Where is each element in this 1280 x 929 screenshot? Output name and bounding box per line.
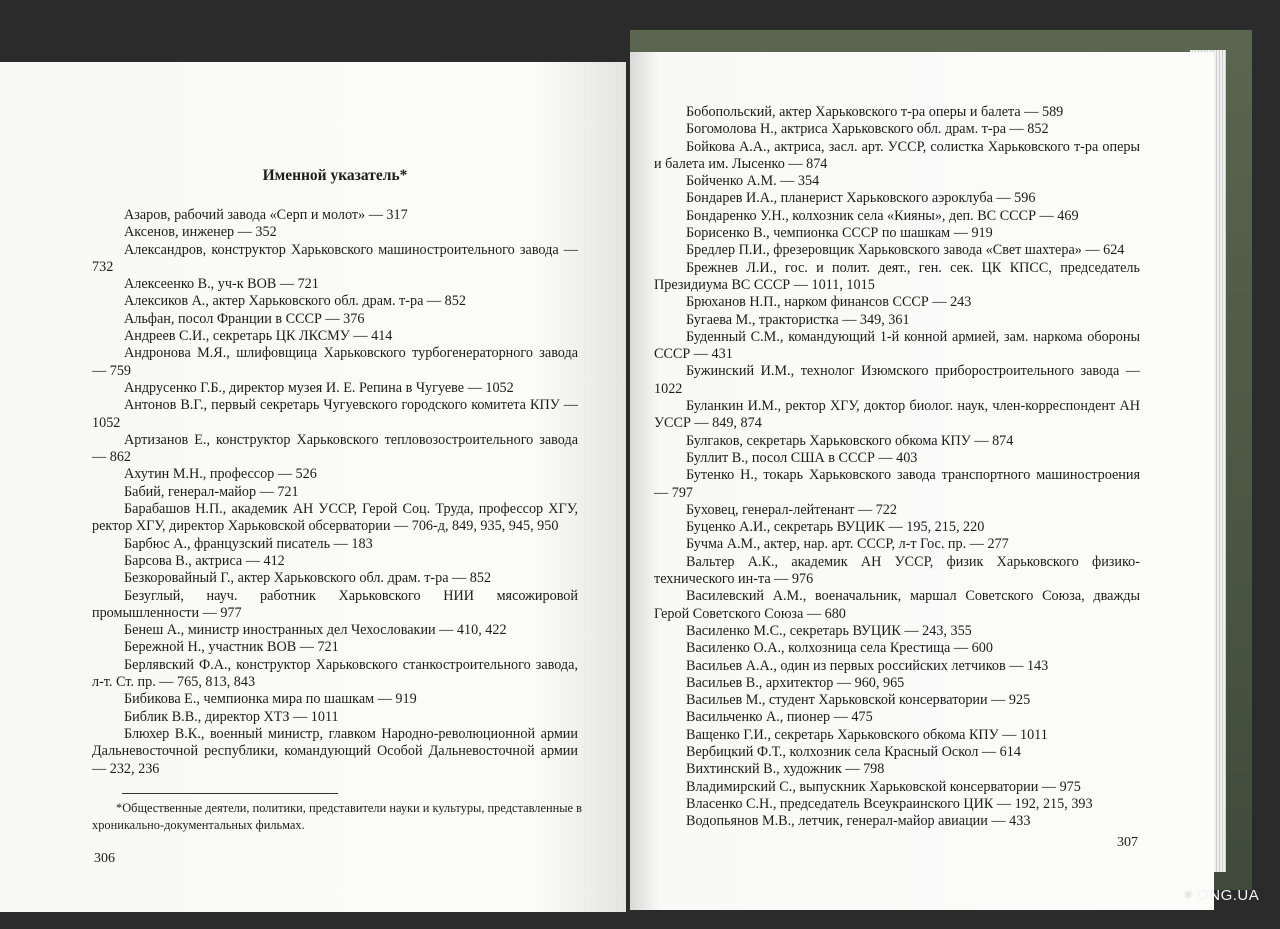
index-entry: Богомолова Н., актриса Харьковского обл. драм. т-ра — 852 — [686, 121, 1049, 138]
index-entry: Бондарев И.А., планерист Харьковского аэроклуба — 596 — [686, 190, 1036, 207]
index-entry: Вербицкий Ф.Т., колхозник села Красный Оскол — 614 — [686, 743, 1021, 760]
index-entry: Бойкова А.А., актриса, засл. арт. УССР, солистка Харьковского т-ра оперы и балета им. Лысенко — 874 — [654, 138, 1140, 172]
index-entry: Антонов В.Г., первый секретарь Чугуевского городского комитета КПУ — 1052 — [92, 397, 578, 431]
index-entry: Васильев А.А., один из первых российских летчиков — 143 — [686, 657, 1049, 674]
index-entry: Ахутин М.Н., профессор — 526 — [124, 466, 317, 483]
index-entry: Вальтер А.К., академик АН УССР, физик Харьковского физико-технического ин-та — 976 — [654, 553, 1140, 588]
index-entry: Бутенко Н., токарь Харьковского завода транспортного машиностроения — 797 — [654, 467, 1140, 501]
index-entry: Борисенко В., чемпионка СССР по шашкам — 919 — [686, 225, 993, 242]
index-entry: Андрусенко Г.Б., директор музея И. Е. Репина в Чугуеве — 1052 — [124, 379, 514, 396]
index-entry: Водопьянов М.В., летчик, генерал-майор авиации — 433 — [686, 813, 1031, 830]
page-number-right: 307 — [1117, 835, 1138, 850]
index-entry: Бабий, генерал-майор — 721 — [124, 483, 299, 500]
footnote-rule — [122, 793, 338, 794]
index-entry: Артизанов Е., конструктор Харьковского тепловозостроительного завода — 862 — [92, 431, 578, 466]
index-entry: Бенеш А., министр иностранных дел Чехословакии — 410, 422 — [124, 622, 507, 639]
index-entry: Аксенов, инженер — 352 — [124, 224, 277, 241]
index-entry: Бережной Н., участник ВОВ — 721 — [124, 639, 339, 656]
index-entry: Алексеенко В., уч-к ВОВ — 721 — [124, 276, 319, 293]
index-heading: Именной указатель* — [262, 167, 408, 184]
index-entry: Андронова М.Я., шлифовщица Харьковского турбогенераторного завода — 759 — [92, 345, 578, 379]
index-entry: Буллит В., посол США в СССР — 403 — [686, 449, 918, 466]
index-entry: Василевский А.М., военачальник, маршал Советского Союза, дважды Герой Советского Союза — 680 — [654, 588, 1140, 622]
index-entry: Ващенко Г.И., секретарь Харьковского обкома КПУ — 1011 — [686, 726, 1048, 743]
page-number-left: 306 — [94, 851, 115, 866]
index-entry: Александров, конструктор Харьковского машиностроительного завода — 732 — [92, 241, 578, 275]
index-entry: Алексиков А., актер Харьковского обл. драм. т-ра — 852 — [124, 293, 466, 310]
index-entry: Васильченко А., пионер — 475 — [686, 709, 873, 726]
index-entry: Барабашов Н.П., академик АН УССР, Герой Соц. Труда, профессор ХГУ, ректор ХГУ, директор Харьковской обсерватории — 706-д, 849, 935, 945, 950 — [92, 501, 578, 535]
index-entry: Бобопольский, актер Харьковского т-ра оперы и балета — 589 — [686, 104, 1064, 120]
index-entry: Бредлер П.И., фрезеровщик Харьковского завода «Свет шахтера» — 624 — [686, 242, 1125, 259]
index-entry: Бойченко А.М. — 354 — [686, 173, 820, 190]
index-entry: Альфан, посол Франции в СССР — 376 — [124, 310, 365, 327]
index-entry: Васильев М., студент Харьковской консерватории — 925 — [686, 692, 1031, 709]
index-entry: Буланкин И.М., ректор ХГУ, доктор биолог. наук, член-корреспондент АН УССР — 849, 874 — [654, 398, 1140, 432]
index-entry: Владимирский С., выпускник Харьковской консерватории — 975 — [686, 778, 1081, 795]
index-entry: Бибикова Е., чемпионка мира по шашкам — 919 — [124, 691, 417, 708]
index-entry: Василенко М.С., секретарь ВУЦИК — 243, 355 — [686, 622, 972, 639]
index-entry: Василенко О.А., колхозница села Крестища — 600 — [686, 640, 993, 657]
index-entry: Буценко А.И., секретарь ВУЦИК — 195, 215, 220 — [686, 519, 985, 536]
right-index-column — [654, 104, 1140, 830]
left-index-column — [92, 207, 578, 778]
index-entry: Безуглый, науч. работник Харьковского НИИ мясожировой промышленности — 977 — [92, 587, 578, 621]
index-entry: Буденный С.М., командующий 1-й конной армией, зам. наркома обороны СССР — 431 — [654, 328, 1140, 363]
index-entry: Безкоровайный Г., актер Харьковского обл. драм. т-ра — 852 — [124, 570, 492, 587]
index-entry: Берлявский Ф.А., конструктор Харьковского станкостроительного завода, л-т. Ст. пр. — 765, 813, 843 — [92, 656, 578, 691]
watermark: ✷ ONG.UA — [1182, 887, 1260, 904]
index-entry: Булгаков, секретарь Харьковского обкома КПУ — 874 — [686, 432, 1014, 449]
index-entry: Брежнев Л.И., гос. и полит. деят., ген. сек. ЦК КПСС, председатель Президиума ВС СССР — 1011, 1015 — [654, 259, 1140, 293]
index-entry: Буховец, генерал-лейтенант — 722 — [686, 501, 897, 518]
footnote: *Общественные деятели, политики, представители науки и культуры, представленные в хроникально-документальных фильмах. — [92, 801, 582, 832]
index-entry: Вихтинский В., художник — 798 — [686, 761, 885, 778]
index-entry: Бондаренко У.Н., колхозник села «Кияны», деп. ВС СССР — 469 — [686, 207, 1079, 224]
index-entry: Бужинский И.М., технолог Изюмского приборостроительного завода — 1022 — [654, 363, 1140, 397]
index-entry: Брюханов Н.П., нарком финансов СССР — 243 — [686, 294, 972, 311]
watermark-icon: ✷ — [1182, 887, 1196, 904]
index-entry: Бугаева М., трактористка — 349, 361 — [686, 311, 910, 328]
index-entry: Азаров, рабочий завода «Серп и молот» — 317 — [124, 207, 408, 223]
index-entry: Барбюс А., французский писатель — 183 — [124, 535, 373, 552]
index-entry: Барсова В., актриса — 412 — [124, 552, 285, 569]
index-entry: Васильев В., архитектор — 960, 965 — [686, 674, 905, 691]
index-entry: Бучма А.М., актер, нар. арт. СССР, л-т Гос. пр. — 277 — [686, 536, 1009, 553]
index-entry: Блюхер В.К., военный министр, главком Народно-революционной армии Дальневосточной республики, командующий Особой Дальневосточной армии — 232, 236 — [92, 725, 578, 777]
index-entry: Андреев С.И., секретарь ЦК ЛКСМУ — 414 — [124, 328, 393, 345]
index-entry: Библик В.В., директор ХТЗ — 1011 — [124, 708, 339, 725]
index-entry: Власенко С.Н., председатель Всеукраинского ЦИК — 192, 215, 393 — [686, 795, 1093, 812]
